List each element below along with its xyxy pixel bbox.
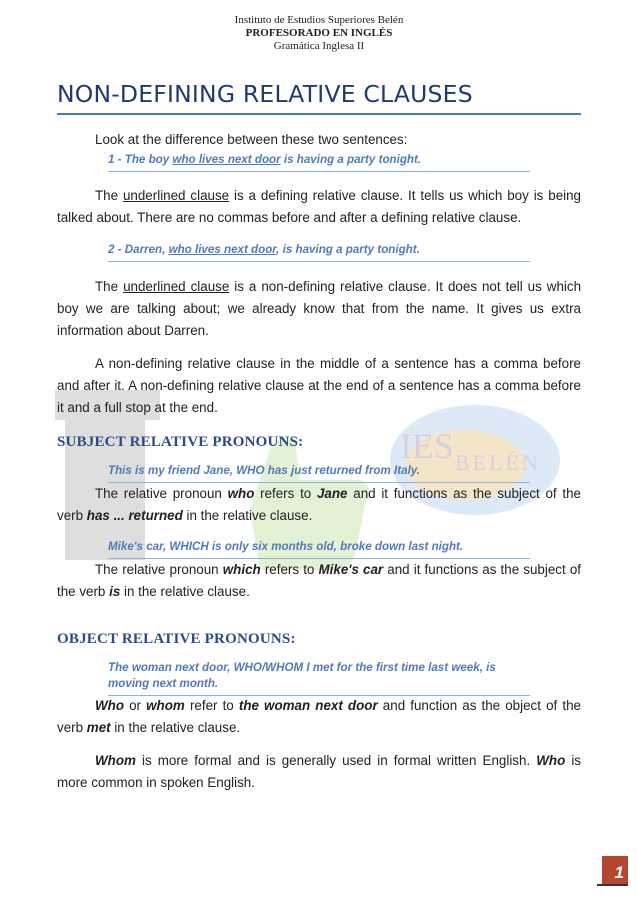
p5-a: The relative pronoun xyxy=(95,562,223,577)
page-number-rule xyxy=(597,884,628,886)
example-5 xyxy=(108,660,530,696)
page-title: NON-DEFINING RELATIVE CLAUSES xyxy=(57,80,473,108)
example-1-post: is having a party tonight. xyxy=(280,153,422,166)
document-header xyxy=(0,14,638,53)
p6-d: refer to xyxy=(184,698,239,713)
example-2 xyxy=(108,242,530,262)
watermark-text-ies: IES xyxy=(400,426,454,466)
intro-text: Look at the difference between these two sentences: xyxy=(95,132,408,147)
paragraph-1 xyxy=(57,185,581,229)
paragraph-7 xyxy=(57,750,581,794)
p4-c: refers to xyxy=(254,486,317,501)
header-institute: Instituto de Estudios Superiores Belén xyxy=(234,14,404,26)
p7-c: Who xyxy=(536,753,566,768)
example-1 xyxy=(108,152,530,172)
example-5-line-2: moving next month. xyxy=(108,677,219,690)
p7-a: Whom xyxy=(95,753,136,768)
paragraph-5 xyxy=(57,559,581,603)
p4-d: Jane xyxy=(316,486,348,501)
watermark-text-belen: BELÉN xyxy=(455,450,541,475)
p4-b: who xyxy=(227,486,255,501)
paragraph-3: A non-defining relative clause in the middle of a sentence has a comma before and after it. A non-defining relative clause at the end of a sentence has a comma before it and a full stop at the end. xyxy=(57,356,581,415)
p4-g: in the relative clause. xyxy=(182,508,313,523)
p6-f: and function as the object of the verb xyxy=(57,698,581,735)
p5-c: refers to xyxy=(260,562,319,577)
page-number-badge: 1 xyxy=(602,856,628,886)
example-1-pre: 1 - The boy xyxy=(108,153,173,166)
p4-e: and it functions as the subject of the verb xyxy=(57,486,581,523)
example-2-pre: 2 - Darren, xyxy=(108,243,169,256)
p7-b: is more formal and is generally used in formal written English. xyxy=(135,753,537,768)
example-2-underlined: who lives next door xyxy=(168,243,277,256)
p6-e: the woman next door xyxy=(238,698,378,713)
paragraph-4 xyxy=(57,483,581,527)
example-5-line-1: The woman next door, WHO/WHOM I met for the first time last week, is xyxy=(108,661,496,674)
p6-b: or xyxy=(124,698,147,713)
p5-d: Mike's car xyxy=(318,562,384,577)
paragraph-2-underlined: underlined clause xyxy=(123,279,230,294)
p5-g: in the relative clause. xyxy=(120,584,250,599)
subject-heading: SUBJECT RELATIVE PRONOUNS: xyxy=(57,434,304,450)
example-1-underlined: who lives next door xyxy=(172,153,281,166)
example-3: This is my friend Jane, WHO has just returned from Italy. xyxy=(108,463,530,483)
p5-e: and it functions as the subject of the verb xyxy=(57,562,582,599)
header-subject: Gramática Inglesa II xyxy=(273,40,365,52)
paragraph-2-pre: The xyxy=(95,279,124,294)
p4-f: has ... returned xyxy=(86,508,183,523)
p5-f: is xyxy=(109,584,121,599)
title-divider xyxy=(57,113,581,115)
header-program: PROFESORADO EN INGLÉS xyxy=(245,27,393,39)
paragraph-1-post: is a defining relative clause. It tells us which boy is being talked about. There are no commas before and after a defining relative clause. xyxy=(57,188,582,225)
paragraph-2-post: is a non-defining relative clause. It does not tell us which boy we are talking about; we already know that from the name. It gives us extra information about Darren. xyxy=(57,279,582,338)
example-2-post: , is having a party tonight. xyxy=(276,243,420,256)
paragraph-1-underlined: underlined clause xyxy=(122,188,230,203)
p5-b: which xyxy=(222,562,261,577)
p6-a: Who xyxy=(95,698,124,713)
example-4: Mike's car, WHICH is only six months old, broke down last night. xyxy=(108,539,530,559)
paragraph-2 xyxy=(57,276,581,342)
p7-d: is more common in spoken English. xyxy=(57,753,581,790)
paragraph-6 xyxy=(57,695,581,739)
p6-c: whom xyxy=(146,698,185,713)
p6-g: met xyxy=(86,720,111,735)
p6-h: in the relative clause. xyxy=(110,720,241,735)
object-heading: OBJECT RELATIVE PRONOUNS: xyxy=(57,631,296,647)
paragraph-1-pre: The xyxy=(95,188,123,203)
p4-a: The relative pronoun xyxy=(95,486,228,501)
